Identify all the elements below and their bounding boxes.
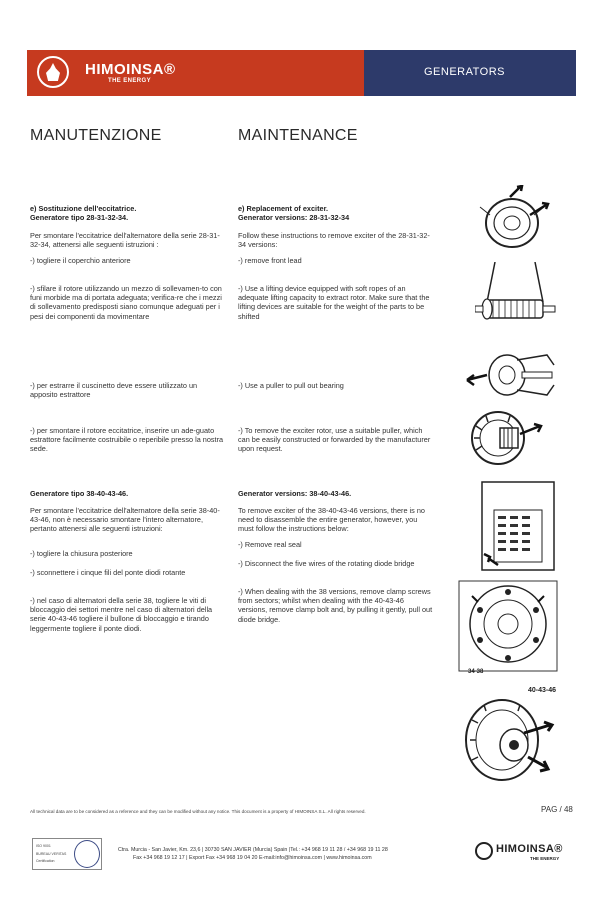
figure-label-40-43-46: 40-43-46	[528, 687, 557, 694]
it-paragraph-4: -) per estrarre il cuscinetto deve essere utilizzato un apposito estrattore	[30, 381, 198, 400]
it-paragraph-8: -) sconnettere i cinque fili del ponte diodi rotante	[30, 568, 186, 577]
cert-sub: Certification	[36, 859, 55, 863]
diode-bridge-34-38-illustration	[458, 580, 558, 672]
footer-address-line2: Fax +34 968 19 12 17 | Export Fax +34 968 19 04 20 E-mail:info@himoinsa.com | www.himoinsa.com	[133, 855, 372, 861]
it-section2-heading: Generatore tipo 38-40-43-46.	[30, 489, 129, 498]
it-paragraph-5: -) per smontare il rotore eccitatrice, inserire un ade-guato estrattore facilmente costruibile o reperibile presso la nostra sede.	[30, 426, 224, 454]
diode-bridge-40-43-46-illustration	[462, 695, 562, 785]
en-paragraph-4: -) Use a puller to pull out bearing	[238, 381, 344, 390]
title-english: MAINTENANCE	[238, 127, 358, 144]
bearing-puller-illustration	[462, 350, 562, 405]
it-paragraph-3: -) sfilare il rotore utilizzando un mezzo di sollevamen-to con funi morbide ma di portata adeguata; verifica-re che i mezzi di sollevamento predisposti siano comunque adeguati per i pesi dei componenti da movimentare	[30, 284, 222, 321]
exciter-cover-removal-illustration	[470, 185, 560, 255]
figure-label-34-38: 34-38	[468, 669, 484, 675]
bureau-veritas-seal-icon	[74, 840, 100, 868]
header-tagline: THE ENERGY	[108, 78, 152, 84]
en-paragraph-9: -) When dealing with the 38 versions, remove clamp screws from sectors; whilst when dealing with the 40-43-46 versions, remove clamp bolt and, by pulling it gently, pull out diode bridge.	[238, 587, 433, 624]
en-paragraph-2: -) remove front lead	[238, 256, 302, 265]
it-paragraph-7: -) togliere la chiusura posteriore	[30, 549, 133, 558]
cert-name: BUREAU VERITAS	[36, 852, 67, 856]
himoinsa-footer-logo-icon	[475, 842, 493, 860]
en-paragraph-1: Follow these instructions to remove exciter of the 28-31-32-34 versions:	[238, 231, 430, 250]
cert-iso: ISO 9001	[36, 844, 51, 848]
en-paragraph-3: -) Use a lifting device equipped with soft ropes of an adequate lifting capacity to extract rotor. Make sure that the lifting devices are suitable for the weight of the parts to be shifted	[238, 284, 430, 321]
title-italian: MANUTENZIONE	[30, 127, 162, 144]
rotor-lifting-illustration	[475, 262, 560, 337]
en-section1-heading2: Generator versions: 28-31-32-34	[238, 213, 350, 222]
en-paragraph-8: -) Disconnect the five wires of the rotating diode bridge	[238, 559, 415, 568]
en-paragraph-7: -) Remove real seal	[238, 540, 302, 549]
footer-address-line1: Ctra. Murcia - San Javier, Km. 23,6 | 30730 SAN JAVIER (Murcia) Spain |Tel.: +34 968 19 11 28 / +34 968 19 11 28	[118, 847, 388, 853]
header-brand: HIMOINSA®	[85, 61, 176, 78]
header-section-title: GENERATORS	[424, 66, 505, 78]
it-paragraph-9: -) nel caso di alternatori della serie 38, togliere le viti di bloccaggio dei settori mentre nel caso di alternatori della serie 40-43-46 togliere il bullone di bloccaggio e tirando leggermente togliere il ponte diodi.	[30, 596, 213, 633]
page-number: PAG / 48	[541, 805, 573, 814]
it-paragraph-2: -) togliere il coperchio anteriore	[30, 256, 131, 265]
rear-cover-alternator-illustration	[478, 480, 558, 575]
it-section1-heading2: Generatore tipo 28-31-32-34.	[30, 213, 129, 222]
footer-disclaimer: All technical data are to be considered as a reference and they can be modified without any notice. This document is a property of HIMOINSA S.L. All rights reserved.	[30, 809, 366, 814]
it-paragraph-1: Per smontare l'eccitatrice dell'alternatore della serie 28-31-32-34, attenersi alle seguenti istruzioni :	[30, 231, 220, 250]
header-bar-left	[27, 50, 364, 96]
footer-brand: HIMOINSA®	[496, 843, 563, 855]
en-paragraph-5: -) To remove the exciter rotor, use a suitable puller, which can be easily constructed or forwarded by the manufacturer upon request.	[238, 426, 431, 454]
exciter-rotor-puller-illustration	[468, 408, 553, 468]
en-section2-heading: Generator versions: 38-40-43-46.	[238, 489, 352, 498]
en-paragraph-6: To remove exciter of the 38-40-43-46 versions, there is no need to disassemble the entire generator, however, you must follow the instructions below:	[238, 506, 425, 534]
footer-tagline: THE ENERGY	[530, 856, 560, 861]
it-section1-heading1: e) Sostituzione dell'eccitatrice.	[30, 204, 137, 213]
en-section1-heading1: e) Replacement of exciter.	[238, 204, 329, 213]
it-paragraph-6: Per smontare l'eccitatrice dell'alternatore della serie 38-40-43-46, non è necessario smontare l'intero alternatore, pertanto attenersi alle seguenti istruzioni:	[30, 506, 220, 534]
